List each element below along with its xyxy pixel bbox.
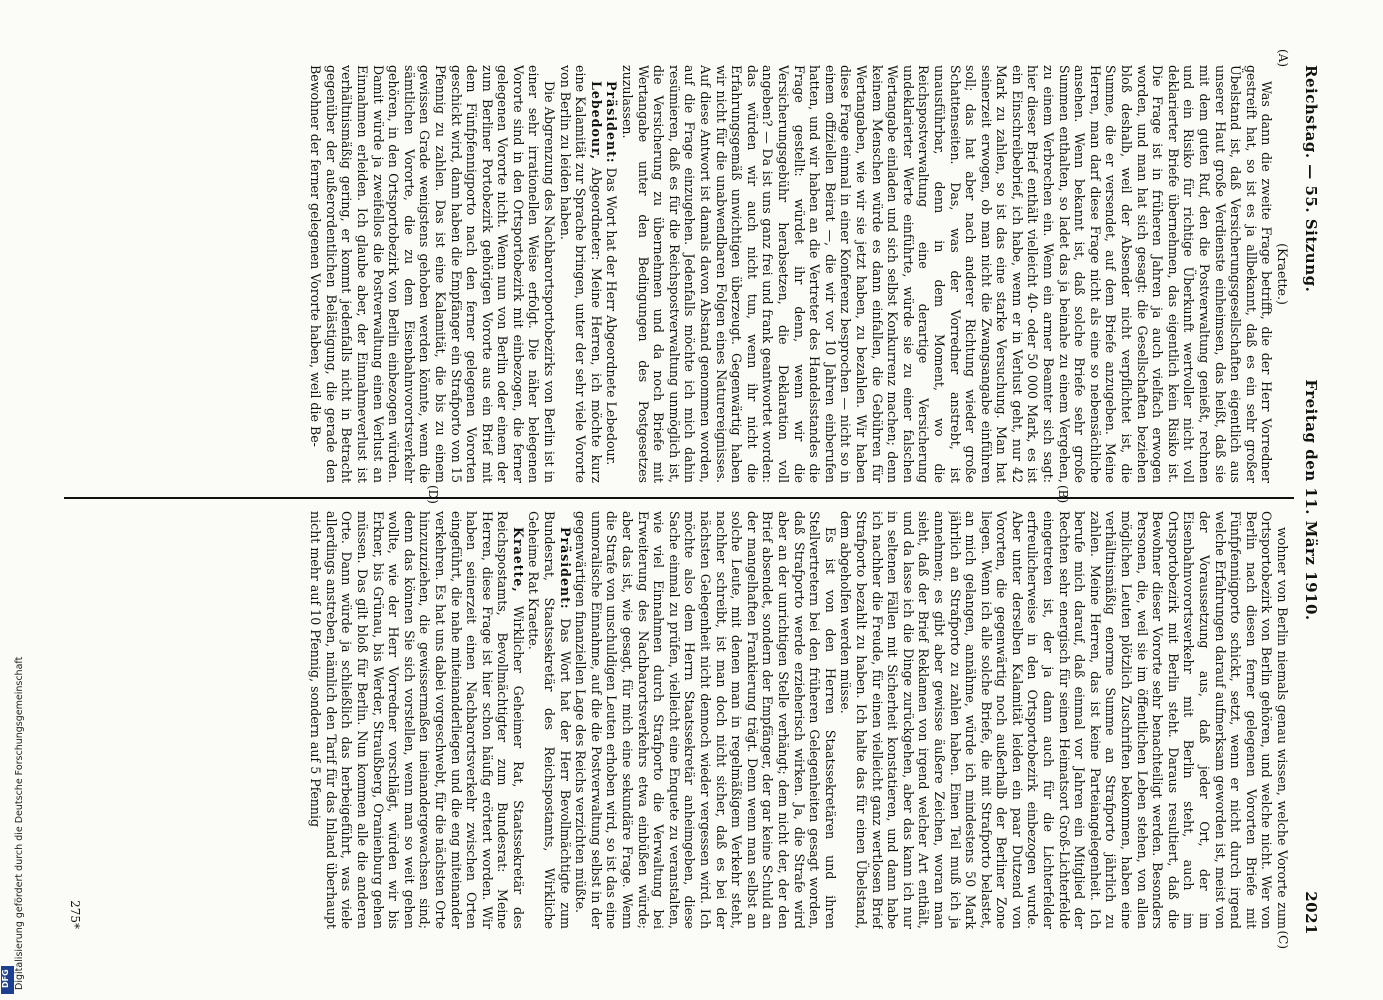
footer-signature-mark: 275*	[68, 900, 82, 929]
header-date: Freitag den 11. März 1910.	[1302, 379, 1320, 621]
speech-text: Das Wort hat der Herr Bevollmächtigte zum Bundesrat, Staatssekretär des Reichspostamts, Wirkliche Geheime Rat Kraette.	[526, 511, 573, 929]
digitization-side-strip	[0, 0, 25, 1000]
speech-text: Abgeordneter: Meine Herren, ich möchte kurz eine Kalamität zur Sprache bringen, unter der sehr viele Vororte von Berlin zu leiden haben.	[557, 65, 604, 483]
speaker-name: Präsident:	[557, 527, 573, 610]
margin-marker-b: (B)	[1056, 485, 1070, 504]
speech-paragraph	[308, 511, 526, 929]
margin-marker-d: (D)	[426, 485, 440, 504]
header-left: Reichstag. — 55. Sitzung.	[1302, 65, 1320, 293]
rotated-page-content	[60, 49, 1320, 949]
page-header	[1298, 65, 1320, 935]
body-paragraph: Es ist von den Herren Staatssekretären und ihren Stellvertretern bei den früheren Gelegenheiten gesagt worden, daß Strafporto werde erzieherisch wirken. Ja, die Strafe wird aber an der unrichtigen Stelle verhängt; dem nicht der, der den Brief absendet, sondern der Empfänger, der gar keine Schuld an der mangelhaften Frankierung trägt. Denn wenn man selbst an solche Leute, mit denen man in regelmäßigem Verkehr steht, nachher schreibt, ist man doch nicht sicher, daß es bei der nächsten Gelegenheit nicht dennoch wieder vergessen wird. Ich möchte also dem Herrn Staatssekretär anheimgeben, diese Sache einmal zu prüfen, vielleicht eine Enquete zu veranstalten, wie viel Einnahmen durch Strafporto die Verwaltung bei Erweiterung des Nachbarortsverkehrs etwa einbüßen würde; aber das ist, wie gesagt, für mich eine sekundäre Frage. Wenn die Strafe von unschuldigen Leuten erhoben wird, so ist das eine unmoralische Einnahme, auf die die Postverwaltung selbst in der gegenwärtigen finanziellen Lage des Reichs verzichten müßte.	[573, 511, 838, 929]
running-speaker-note: (Kraette.)	[1275, 243, 1290, 305]
body-paragraph: Was dann die zweite Frage betrifft, die der Herr Vorredner gestreift hat, so ist es ja allbekannt, daß es ein sehr großer Übelstand ist, daß Versicherungsgesellschaften eigentlich aus unserer Haut große Verdienste einheimsen, das heißt, daß sie mit dem guten Ruf, den die Postverwaltung genießt, rechnen und ein Risiko für richtige Überkunft wertvoller nicht voll deklarierter Briefe übernehmen, das eigentlich kein Risiko ist. Die Frage ist in früheren Jahren ja auch vielfach erwogen worden, und man hat sich gesagt: die Gesellschaften beziehen bloß deshalb, weil der Absender nicht verpflichtet ist, die Summe, die er versendet, auf dem Briefe anzugeben. Meine Herren, man darf diese Frage nicht als eine so nebensächliche ansehen. Wenn bekannt ist, daß solche Briefe sehr große Summen enthalten, so ladet das ja beinahe zu einem Vergehen, zu einem Verbrechen ein. Wenn ein armer Beamter sich sagt: hier dieser Brief enthält vielleicht 40- oder 50 000 Mark, es ist ein Einschreibebrief, ich habe, wenn er in Verlust geht, nur 42 Mark zu zahlen, so ist das eine starke Versuchung. Man hat seinerzeit erwogen, ob man nicht die Zwangsangabe einführen soll; das hat aber nach anderer Richtung wieder große Schattenseiten. Das, was der Vorredner anstrebt, ist unausführbar, denn in dem Moment, wo die Reichspostverwaltung eine derartige Versicherung undeklarierter Werte einführte, würde sie zu einer falschen Wertangabe einladen und sich selbst Konkurrenz machen; denn keinem Menschen würde es dann einfallen, die Gebühren für Wertangaben, wie wir sie jetzt haben, zu bezahlen. Wir haben diese Frage einmal in einer Konferenz besprochen — nicht so in einem offiziellen Beirat —, die wir vor 10 Jahren einberufen hatten, und wir haben an die Vertreter des Handelsstandes die Frage gestellt: würdet ihr denn, wenn wir die Versicherungsgebühr herabsetzen, die Deklaration voll angeben? — Da ist uns ganz frei und frank geantwortet worden: das würden wir auch nicht tun, wenn ihr nicht die Erfahrungsgemäß unwichtigen überzeugt. Gegenwärtig haben wir nicht für die unabwendbaren Folgen eines Naturereignisses. Auf diese Antwort ist damals davon Abstand genommen worden, auf die Frage einzugehen. Jedenfalls möchte ich mich dahin resümieren, daß es für die Reichspostverwaltung unmöglich ist, die Versicherung zu übernehmen und da noch Briefe mit Wertangabe unter den Bedingungen des Postgesetzes zuzulassen.	[620, 65, 1275, 483]
left-column	[60, 65, 1290, 483]
funding-note: Digitalisierung gefördert durch die Deutsche Forschungsgemeinschaft	[14, 656, 25, 990]
page-number: 2021	[1302, 891, 1320, 935]
right-column	[60, 511, 1290, 929]
speech-paragraph	[604, 65, 620, 483]
dfg-logo: DFG	[1, 966, 14, 994]
speech-text: Wirklicher Geheimer Rat, Staatssekretär des Reichspostamts, Bevollmächtigter zum Bundesrat: Meine Herren, diese Frage ist hier schon häufig erörtert worden. Wir haben seinerzeit einen Nachbarortsverkehr zwischen Orten eingeführt, die nahe miteinanderliegen und die eng miteinander verkehren. Es hat uns dabei vorgeschwebt, für die nächsten Orte hinzuzuziehen, die gewissermaßen ineinandergewachsen sind; denn das können Sie sich vorstellen, wenn man so weit gehen wollte, wie der Herr Vorredner vorschlägt, würden wir bis Erkner, bis Grünau, bis Werder, Straußberg, Oranienburg gehen müssen. Das gilt bloß für Berlin. Nun kommen alle die anderen Orte. Dann würde ja schließlich das herbeigeführt, was viele allerdings anstreben, nämlich den Tarif für das Inland überhaupt nicht mehr auf 10 Pfennig, sondern auf 5 Pfennig	[308, 511, 526, 929]
speech-text: Das Wort hat der Herr Abgeordnete Lebedour.	[604, 167, 620, 466]
margin-marker-c: (C)	[1276, 930, 1290, 949]
speech-paragraph	[557, 65, 604, 483]
speech-paragraph	[526, 511, 573, 929]
body-paragraph: wohner von Berlin niemals genau wissen, welche Vororte zum Ortsportobezirk von Berlin gehören, und welche nicht. Wer von Berlin nach diesen ferner gelegenen Vororten Briefe mit Fünfpfennigporto schickt, setzt, wenn er nicht durch irgend welche Erfahrungen darauf aufmerksam geworden ist, meist von der Voraussetzung aus, daß jeder Ort, der im Eisenbahnvorortsverkehr mit Berlin steht, auch im Ortsportobezirk mit Berlin steht. Daraus resultiert, daß die Bewohner dieser Vororte sehr benachteiligt werden. Besonders Personen, die, weil sie im öffentlichen Leben stehen, von allen möglichen Leuten plötzlich Zuschriften bekommen, haben eine verhältnismäßig enorme Summe an Strafporto jährlich zu zahlen. Meine Herren, das ist keine Parteiangelegenheit. Ich berufe mich darauf, daß einmal vor Jahren ein Mitglied der Rechten sehr energisch für seinen Heimatsort Groß-Lichterfelde eingetreten ist, der ja dann auch für die Lichterfelder erfreulicherweise in den Ortsportobezirk einbezogen wurde. Aber unter derselben Kalamität leiden ein paar Dutzend von Vororten, die gegenwärtig noch außerhalb der Berliner Zone liegen. Wenn ich alle solche Briefe, die mit Strafporto belastet, an mich gelangen, annähme, würde ich mindestens 50 Mark jährlich an Strafporto zu zahlen haben. Einen Teil muß ich ja annehmen; es gibt aber gewisse äußere Zeichen, woran man sieht, daß der Brief Reklamen von irgend welcher Art enthält, und da lasse ich die Dinge zurückgehen, aber das kann ich nur in seltenen Fällen mit Sicherheit konstatieren, und dann habe ich nachher die Freude, für einen vielleicht ganz wertlosen Brief Strafporto bezahlt zu haben. Ich halte das für einen Übelstand, dem abgeholfen werden müsse.	[838, 511, 1290, 929]
margin-marker-a: (A)	[1276, 49, 1290, 68]
speaker-name: Kraette,	[510, 527, 526, 593]
speaker-name: Präsident:	[604, 81, 620, 164]
speaker-name: Lebedour,	[588, 81, 604, 161]
column-divider	[64, 497, 1294, 499]
body-paragraph: Die Abgrenzung des Nachbarortsportobezirks von Berlin ist in einer sehr irrationellen Weise erfolgt. Die näher belegenen Vororte sind in den Ortsportobezirk mit einbezogen, die ferner gelegenen Vororte nicht. Wenn nun von Berlin oder einem der zum Berliner Portobezirk gehörigen Vororte aus ein Brief mit dem Fünfpfennigporto nach den ferner gelegenen Vororten geschickt wird, dann haben die Empfänger ein Strafporto von 15 Pfennig zu zahlen. Das ist eine Kalamität, die bis zu einem gewissen Grade wenigstens gehoben werden könnte, wenn die sämtlichen Vororte, die zu dem Eisenbahnvorortsverkehr gehören, in den Ortsportobezirk von Berlin einbezogen würden. Damit würde ja zweifellos die Postverwaltung einen Verlust an Einnahmen erleiden. Ich glaube aber, der Einnahmeverlust ist verhältnismäßig gering, er kommt jedenfalls nicht in Betracht gegenüber der außerordentlichen Belästigung, die gerade den Bewohner der ferner gelegenen Vororte haben, weil die Be-	[308, 65, 558, 483]
